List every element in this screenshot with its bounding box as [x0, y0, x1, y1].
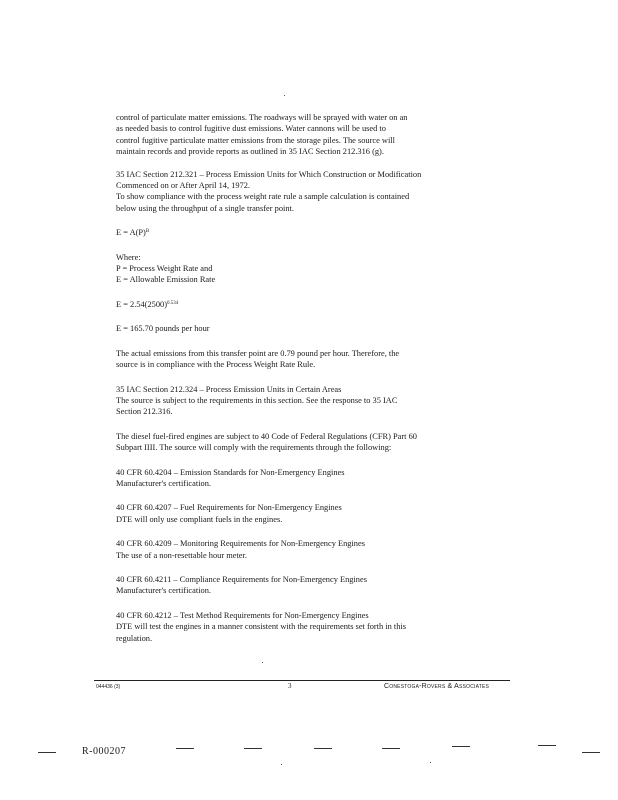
text-line: below using the throughput of a single transfer point.: [116, 203, 294, 213]
section-heading: 35 IAC Section 212.324 – Process Emission Units in Certain Areas: [116, 384, 342, 394]
formula: $E = A(P)^B$: [116, 228, 150, 238]
cfr-title: 40 CFR 60.4204 – Emission Standards for Non-Emergency Engines: [116, 467, 345, 477]
scan-dash: [452, 746, 470, 747]
scan-speck: [430, 762, 431, 763]
cfr-detail: DTE will test the engines in a manner consistent with the requirements set forth in this: [116, 622, 407, 632]
cfr-detail: Manufacturer's certification.: [116, 586, 211, 596]
paragraph-dust-control: [116, 112, 516, 158]
section-heading: 35 IAC Section 212.321 – Process Emission Units for Which Construction or Modification: [116, 169, 422, 179]
footer-page-number: 3: [288, 682, 292, 690]
text-line: Subpart IIII. The source will comply with the requirements through the following:: [116, 443, 392, 453]
cfr-item-4209: [116, 538, 516, 561]
text-line: maintain records and provide reports as outlined in 35 IAC Section 212.316 (g).: [116, 147, 384, 157]
text-line: Section 212.316.: [116, 407, 173, 417]
footer-doc-id: 044436 (3): [96, 684, 121, 690]
scan-dash: [538, 745, 556, 746]
definition-p: P = Process Weight Rate and: [116, 264, 213, 274]
scan-dash: [176, 748, 194, 749]
document-body: [116, 112, 516, 644]
text-line: To show compliance with the process weight rate rule a sample calculation is contained: [116, 192, 410, 202]
scan-dash: [244, 748, 262, 749]
paragraph-actual-emissions: [116, 348, 516, 371]
scan-speck: [284, 95, 285, 96]
scan-dash: [38, 752, 56, 753]
paragraph-diesel-engines: [116, 431, 516, 454]
where-label: Where:: [116, 252, 141, 262]
text-line: source is in compliance with the Process Weight Rate Rule.: [116, 360, 316, 370]
cfr-item-4204: [116, 467, 516, 490]
cfr-detail: Manufacturer's certification.: [116, 478, 211, 488]
section-heading-cont: Commenced on or After April 14, 1972.: [116, 181, 250, 191]
footer-company: Conestoga-Rovers & Associates: [384, 683, 490, 690]
text-line: control fugitive particulate matter emissions from the storage piles. The source will: [116, 135, 395, 145]
text-line: The source is subject to the requirements in this section. See the response to 35 IAC: [116, 395, 398, 405]
scan-dash: [314, 748, 332, 749]
text-line: The actual emissions from this transfer point are 0.79 pound per hour. Therefore, the: [116, 348, 400, 358]
bates-number: R-000207: [82, 746, 126, 757]
scan-speck: [262, 662, 263, 663]
footer-rule: [94, 680, 510, 681]
scan-dash: [382, 748, 400, 749]
cfr-title: 40 CFR 60.4209 – Monitoring Requirements for Non-Emergency Engines: [116, 539, 365, 549]
text-line: control of particulate matter emissions. The roadways will be sprayed with water on an: [116, 113, 408, 122]
cfr-item-4207: [116, 502, 516, 525]
scan-dash: [582, 752, 600, 753]
calculation-1: $E = 2.54(2500)^{0.534}$: [116, 299, 179, 309]
cfr-item-4212: [116, 610, 516, 644]
definition-e: E = Allowable Emission Rate: [116, 275, 216, 285]
cfr-title: 40 CFR 60.4211 – Compliance Requirements for Non-Emergency Engines: [116, 574, 367, 584]
paragraph-212-321: [116, 169, 516, 215]
cfr-item-4211: [116, 574, 516, 597]
text-line: The diesel fuel-fired engines are subject to 40 Code of Federal Regulations (CFR) Part 60: [116, 431, 417, 441]
cfr-detail: The use of a non-resettable hour meter.: [116, 550, 247, 560]
cfr-detail: regulation.: [116, 633, 153, 643]
where-block: [116, 252, 516, 286]
text-line: as needed basis to control fugitive dust emissions. Water cannons will be used to: [116, 124, 386, 134]
calculation-result: E = 165.70 pounds per hour: [116, 324, 210, 334]
cfr-title: 40 CFR 60.4212 – Test Method Requirements for Non-Emergency Engines: [116, 610, 369, 620]
paragraph-212-324: [116, 384, 516, 418]
scan-speck: [281, 764, 282, 765]
cfr-title: 40 CFR 60.4207 – Fuel Requirements for Non-Emergency Engines: [116, 503, 342, 513]
cfr-detail: DTE will only use compliant fuels in the engines.: [116, 514, 283, 524]
